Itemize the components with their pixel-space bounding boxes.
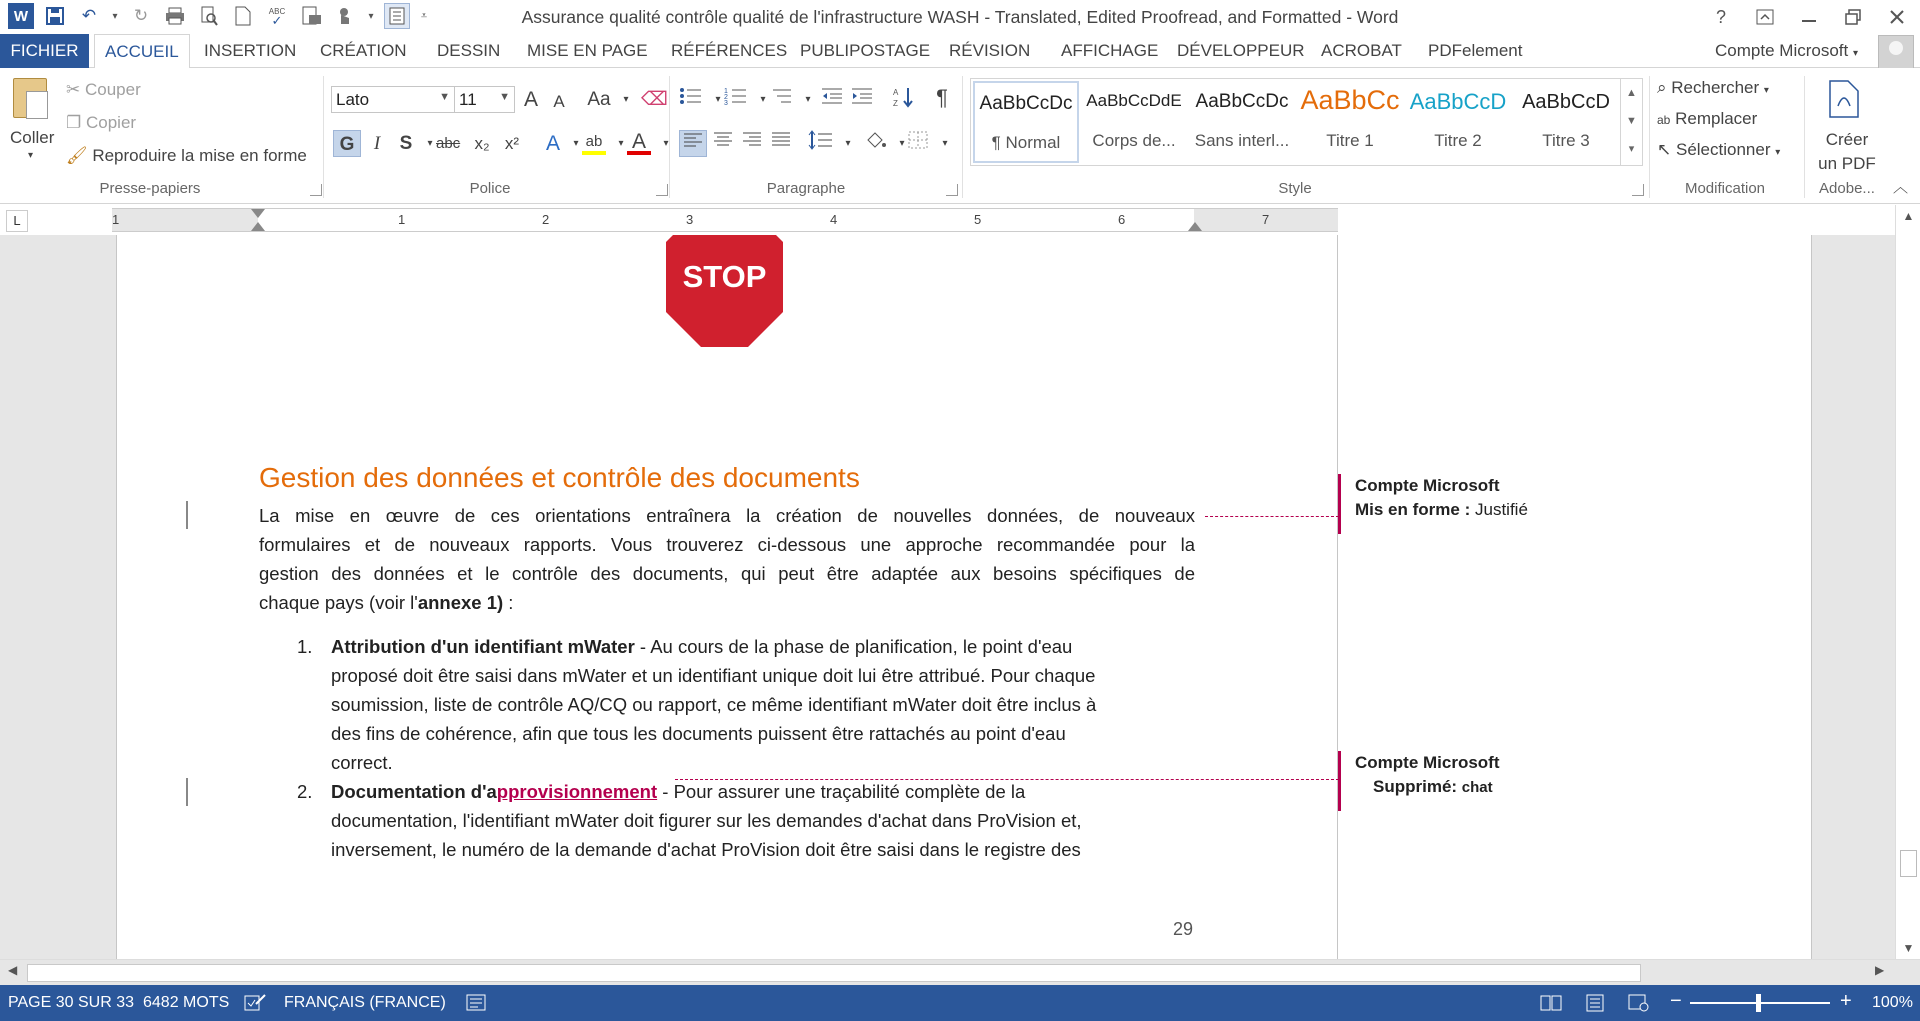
avatar[interactable]	[1878, 35, 1914, 71]
style-titre-2[interactable]	[1405, 81, 1511, 163]
word-count[interactable]: 6482 MOTS	[143, 994, 230, 1011]
chevron-down-icon[interactable]: ▾	[715, 94, 721, 105]
scroll-thumb[interactable]	[27, 964, 1641, 982]
list-line: documentation, l'identifiant mWater doit figurer sur les demandes d'achat dans ProVision et,	[331, 810, 1082, 831]
group-separator	[962, 76, 963, 198]
svg-text:Z: Z	[893, 99, 898, 108]
style-sample: AaBbCcDc	[979, 93, 1073, 114]
list-line	[331, 632, 1191, 661]
word-icon[interactable]: W	[8, 3, 34, 29]
styles-group-label: Style	[1278, 180, 1312, 197]
numbering-icon[interactable]	[724, 86, 748, 113]
comment-body	[1355, 775, 1638, 800]
replace-icon: ab	[1657, 113, 1671, 127]
comment-label: Supprimé:	[1373, 777, 1458, 796]
style-titre-3[interactable]	[1513, 81, 1619, 163]
list-item	[331, 632, 1191, 777]
stop-sign-image[interactable]	[666, 235, 783, 347]
create-pdf-line1: Créer	[1825, 130, 1869, 149]
find-label: Rechercher	[1671, 78, 1760, 97]
comment-balloon[interactable]	[1338, 751, 1638, 811]
cut-label: Couper	[84, 80, 141, 99]
account-name[interactable]: Compte Microsoft ▾	[1715, 41, 1858, 60]
italic-button[interactable]: I	[373, 133, 381, 154]
help-icon[interactable]: ?	[1715, 6, 1726, 27]
undo-icon[interactable]: ↶	[81, 6, 97, 25]
proofing-icon[interactable]	[244, 994, 266, 1017]
close-icon[interactable]	[1884, 4, 1910, 30]
tab-insertion[interactable]: INSERTION	[204, 41, 297, 60]
font-launcher-icon[interactable]	[656, 184, 668, 196]
tab-pdfelement[interactable]: PDFelement	[1428, 41, 1523, 60]
shrink-font-button[interactable]: A	[553, 92, 565, 111]
borders-icon[interactable]	[906, 130, 930, 157]
chevron-down-icon[interactable]: ▾	[845, 138, 851, 149]
comment-author: Compte Microsoft	[1355, 753, 1500, 772]
style-name: Titre 1	[1326, 131, 1374, 150]
gallery-more-icon[interactable]: ▾	[1628, 143, 1635, 155]
clear-formatting-icon[interactable]: ⌫	[641, 89, 668, 110]
title-bar	[0, 0, 1920, 34]
group-separator	[323, 76, 324, 198]
horizontal-scrollbar[interactable]	[0, 959, 1920, 985]
zoom-slider-thumb[interactable]	[1756, 994, 1761, 1012]
style-sans-interligne[interactable]	[1189, 81, 1295, 163]
justify-icon[interactable]	[769, 130, 793, 157]
list-line: soumission, liste de contrôle AQ/CQ ou rapport, ce même identifiant mWater doit être inclus à	[331, 694, 1097, 715]
web-layout-icon[interactable]	[1628, 994, 1650, 1017]
format-painter-button[interactable]	[66, 146, 307, 166]
paragraph-launcher-icon[interactable]	[946, 184, 958, 196]
ruler-number: 6	[1118, 212, 1126, 227]
tab-selector[interactable]: L	[6, 210, 28, 232]
ruler-number: 5	[974, 212, 982, 227]
spelling-label: ABC	[268, 7, 286, 16]
read-mode-icon[interactable]	[1540, 994, 1562, 1017]
tab-publipostage[interactable]: PUBLIPOSTAGE	[800, 41, 931, 60]
cursor-icon: ↖	[1657, 140, 1672, 159]
comment-value: chat	[1461, 779, 1493, 796]
grow-font-button[interactable]: A	[523, 88, 538, 111]
cut-button[interactable]	[66, 80, 141, 100]
list-item	[331, 777, 1191, 864]
chevron-down-icon[interactable]: ▾	[573, 138, 579, 149]
style-name: Titre 3	[1542, 131, 1590, 150]
chevron-down-icon: ▼	[499, 91, 510, 103]
change-bar	[186, 778, 188, 806]
touch-dropdown-icon[interactable]: ▾	[368, 10, 374, 22]
scroll-thumb[interactable]	[1900, 850, 1917, 877]
ruler-number: 1	[398, 212, 406, 227]
window-controls	[1708, 4, 1910, 30]
paste-icon[interactable]	[13, 78, 47, 118]
superscript-button[interactable]: x²	[504, 134, 520, 153]
sort-icon[interactable]	[891, 86, 915, 113]
copy-button[interactable]	[66, 113, 136, 133]
adobe-group-label: Adobe...	[1819, 180, 1875, 197]
paste-button[interactable]: Coller	[10, 128, 55, 147]
chevron-down-icon[interactable]: ▾	[663, 138, 669, 149]
highlight-button[interactable]: ab	[582, 128, 606, 155]
customize-icon[interactable]: ⩡	[420, 9, 428, 22]
style-sample: AaBbCcD	[1409, 89, 1507, 114]
zoom-level[interactable]: 100%	[1872, 994, 1913, 1011]
style-name: Corps de...	[1092, 131, 1176, 150]
undo-dropdown-icon[interactable]: ▾	[112, 10, 118, 22]
list-line	[331, 777, 1191, 806]
minimize-icon[interactable]	[1796, 4, 1822, 30]
clipboard-group-label: Presse-papiers	[99, 180, 201, 197]
intro-paragraph	[259, 501, 1195, 617]
account-label: Compte Microsoft	[1715, 41, 1849, 60]
comment-body	[1355, 498, 1638, 522]
text-effects-button[interactable]: A	[545, 132, 560, 155]
language-indicator[interactable]: FRANÇAIS (FRANCE)	[284, 994, 446, 1011]
group-separator	[1804, 76, 1805, 198]
scroll-up-icon[interactable]: ▲	[1902, 209, 1915, 223]
clipboard-launcher-icon[interactable]	[310, 184, 322, 196]
ruler-margin-left	[112, 209, 258, 231]
ruler-number: 3	[686, 212, 694, 227]
paste-dropdown-icon[interactable]: ▾	[28, 150, 34, 161]
text-run: - Pour assurer une traçabilité complète de la	[657, 781, 1026, 802]
page-number: 29	[1173, 919, 1194, 939]
increase-indent-icon[interactable]	[850, 86, 874, 113]
align-center-icon[interactable]	[711, 130, 735, 157]
copy-icon: ❐	[66, 113, 82, 132]
chevron-down-icon[interactable]: ▾	[942, 138, 948, 149]
decrease-indent-icon[interactable]	[820, 86, 844, 113]
annex-reference: annexe 1)	[417, 592, 504, 613]
create-pdf-icon[interactable]	[1828, 80, 1860, 118]
svg-text:A: A	[893, 88, 899, 97]
select-label: Sélectionner	[1675, 140, 1771, 159]
font-name-combo[interactable]	[331, 86, 455, 113]
group-separator	[669, 76, 670, 198]
font-size-combo[interactable]	[454, 86, 515, 113]
group-separator	[1649, 76, 1650, 198]
inserted-text[interactable]: pprovisionnement	[496, 781, 658, 802]
tab-dessin[interactable]: DESSIN	[437, 41, 501, 60]
comment-value: Justifié	[1474, 500, 1528, 519]
chevron-down-icon: ▼	[439, 91, 450, 103]
strikethrough-button[interactable]: abc	[436, 135, 461, 152]
text-run: :	[503, 592, 514, 613]
styles-gallery	[970, 78, 1643, 166]
comment-connector	[1205, 516, 1339, 517]
align-right-icon[interactable]	[740, 130, 764, 157]
comment-author: Compte Microsoft	[1355, 476, 1500, 495]
bold-button[interactable]: G	[333, 130, 361, 157]
svg-text:3: 3	[724, 100, 728, 106]
binoculars-icon: ⌕	[1657, 78, 1667, 97]
tab-revision[interactable]: RÉVISION	[949, 41, 1031, 60]
list-line: proposé doit être saisi dans mWater et un identifiant unique doit lui être attribué. Pour chaque	[331, 665, 1096, 686]
text-run: - Au cours de la phase de planification, le point d'eau	[634, 636, 1073, 657]
find-button[interactable]: ⌕ Rechercher ▾	[1657, 78, 1769, 97]
multilevel-list-icon[interactable]	[769, 86, 793, 113]
zoom-in-icon[interactable]: +	[1840, 990, 1852, 1012]
style-sample: AaBbCc	[1300, 85, 1400, 115]
list-number: 1.	[297, 636, 313, 657]
gallery-scroll	[1620, 79, 1642, 165]
editing-group-label: Modification	[1684, 180, 1766, 197]
style-normal[interactable]	[973, 81, 1079, 163]
text-run: chaque pays (voir l'	[259, 592, 418, 613]
ribbon	[0, 68, 1920, 204]
ruler-number: 2	[542, 212, 550, 227]
chevron-down-icon[interactable]: ▾	[623, 94, 629, 105]
chevron-down-icon[interactable]: ▾	[427, 138, 433, 149]
chevron-down-icon[interactable]: ▾	[760, 94, 766, 105]
scissors-icon: ✂	[66, 80, 81, 99]
tab-acrobat[interactable]: ACROBAT	[1321, 41, 1402, 60]
stop-sign-text: STOP	[682, 259, 767, 294]
change-case-button[interactable]: Aa	[587, 89, 611, 110]
replace-label: Remplacer	[1675, 109, 1758, 128]
tab-accueil[interactable]: ACCUEIL	[94, 34, 190, 69]
tab-developpeur[interactable]: DÉVELOPPEUR	[1177, 41, 1305, 60]
comment-label: Mis en forme :	[1355, 500, 1471, 519]
zoom-out-icon[interactable]: −	[1670, 990, 1682, 1012]
format-painter-label: Reproduire la mise en forme	[92, 146, 307, 165]
vertical-scrollbar[interactable]	[1895, 205, 1920, 959]
document-workspace	[0, 235, 1895, 959]
replace-button[interactable]	[1657, 109, 1757, 129]
chevron-down-icon[interactable]: ▼	[1626, 115, 1637, 127]
style-titre-1[interactable]	[1297, 81, 1403, 163]
bullets-icon[interactable]	[679, 86, 703, 113]
tab-creation[interactable]: CRÉATION	[320, 41, 407, 60]
justified-line: gestion des données et le contrôle des documents, qui peut être adaptée aux besoins spécifiques de	[259, 563, 1195, 584]
svg-text:2: 2	[724, 94, 728, 101]
font-size-value: 11	[459, 90, 477, 109]
shading-icon[interactable]	[864, 130, 888, 157]
status-bar	[0, 985, 1920, 1021]
chevron-up-icon[interactable]: ▲	[1626, 87, 1637, 99]
brush-icon: 🖌	[66, 146, 88, 165]
chevron-down-icon[interactable]: ▾	[899, 138, 905, 149]
list-number: 2.	[297, 781, 313, 802]
font-group-label: Police	[469, 180, 511, 197]
line-spacing-icon[interactable]	[808, 130, 834, 157]
list-line: inversement, le numéro de la demande d'achat ProVision doit être saisi dans le registre des	[331, 839, 1081, 860]
svg-text:1: 1	[724, 88, 728, 95]
document-page[interactable]	[116, 235, 1338, 959]
style-name: ¶ Normal	[991, 133, 1061, 152]
subscript-button[interactable]: x₂	[474, 134, 490, 153]
copy-label: Copier	[85, 113, 137, 132]
markup-pane	[1338, 235, 1812, 959]
page-indicator[interactable]: PAGE 30 SUR 33	[8, 994, 134, 1011]
justified-line: La mise en œuvre de ces orientations entraînera la création de nouvelles données, de nouveaux	[259, 505, 1195, 526]
list-line: des fins de cohérence, afin que tous les documents puissent être rattachés au point d'eau	[331, 723, 1066, 744]
spelling-icon[interactable]: ABC ✓	[268, 7, 286, 28]
style-sample: AaBbCcD	[1522, 91, 1610, 113]
style-corps[interactable]	[1081, 81, 1187, 163]
justified-line: formulaires et de nouveaux rapports. Vous trouverez ci-dessous une approche recommandée pour la	[259, 534, 1195, 555]
change-bar	[186, 501, 188, 529]
collapse-ribbon-icon[interactable]: ︿	[1893, 179, 1909, 196]
ribbon-tabs	[0, 34, 1920, 68]
restore-icon[interactable]	[1840, 4, 1866, 30]
tab-mise-en-page[interactable]: MISE EN PAGE	[527, 41, 648, 60]
ruler-number: 7	[1262, 212, 1270, 227]
redo-icon[interactable]: ↻	[133, 6, 149, 25]
create-pdf-line2: un PDF	[1818, 154, 1876, 173]
ruler-number: 4	[830, 212, 838, 227]
scroll-left-icon[interactable]: ◀	[8, 963, 18, 977]
underline-button[interactable]: S	[399, 133, 413, 154]
chevron-down-icon[interactable]: ▾	[618, 138, 624, 149]
align-left-icon[interactable]	[679, 130, 707, 157]
scroll-down-icon[interactable]: ▼	[1902, 941, 1915, 955]
tab-references[interactable]: RÉFÉRENCES	[671, 41, 788, 60]
style-name: Sans interl...	[1194, 131, 1290, 150]
comment-connector	[675, 779, 1339, 780]
first-line-indent-marker[interactable]	[251, 209, 265, 218]
style-name: Titre 2	[1434, 131, 1482, 150]
chevron-down-icon[interactable]: ▾	[805, 94, 811, 105]
window-title: Assurance qualité contrôle qualité de l'infrastructure WASH - Translated, Edited Proofread, and Formatted - Word	[521, 7, 1399, 27]
macro-icon[interactable]	[466, 994, 488, 1017]
list-item-title: Attribution d'un identifiant mWater	[331, 636, 635, 657]
paragraph-group-label: Paragraphe	[766, 180, 846, 197]
ruler-number: 1	[112, 212, 120, 227]
style-sample: AaBbCcDdE	[1086, 91, 1182, 110]
hanging-indent-marker[interactable]	[251, 222, 265, 231]
tab-affichage[interactable]: AFFICHAGE	[1061, 41, 1159, 60]
paragraph-last-line	[259, 588, 1195, 617]
font-color-button[interactable]: A	[627, 128, 651, 155]
horizontal-ruler[interactable]	[112, 208, 1338, 232]
right-indent-marker[interactable]	[1188, 222, 1202, 231]
show-formatting-marks-icon[interactable]: ¶	[936, 85, 948, 110]
tab-fichier[interactable]: FICHIER	[0, 34, 89, 68]
section-heading: Gestion des données et contrôle des documents	[259, 462, 860, 493]
list-line: correct.	[331, 752, 393, 773]
styles-launcher-icon[interactable]	[1632, 184, 1644, 196]
style-sample: AaBbCcDc	[1195, 91, 1289, 112]
scroll-right-icon[interactable]: ▶	[1875, 963, 1885, 977]
list-item-title: Documentation d'a	[331, 781, 497, 802]
comment-balloon[interactable]	[1338, 474, 1638, 534]
create-pdf-button[interactable]	[1812, 128, 1882, 176]
ruler-row	[0, 205, 1920, 235]
select-button[interactable]: ↖ Sélectionner ▾	[1657, 140, 1781, 159]
print-layout-icon[interactable]	[1585, 994, 1605, 1017]
ribbon-display-icon[interactable]	[1752, 4, 1778, 30]
font-name-value: Lato	[336, 90, 370, 109]
